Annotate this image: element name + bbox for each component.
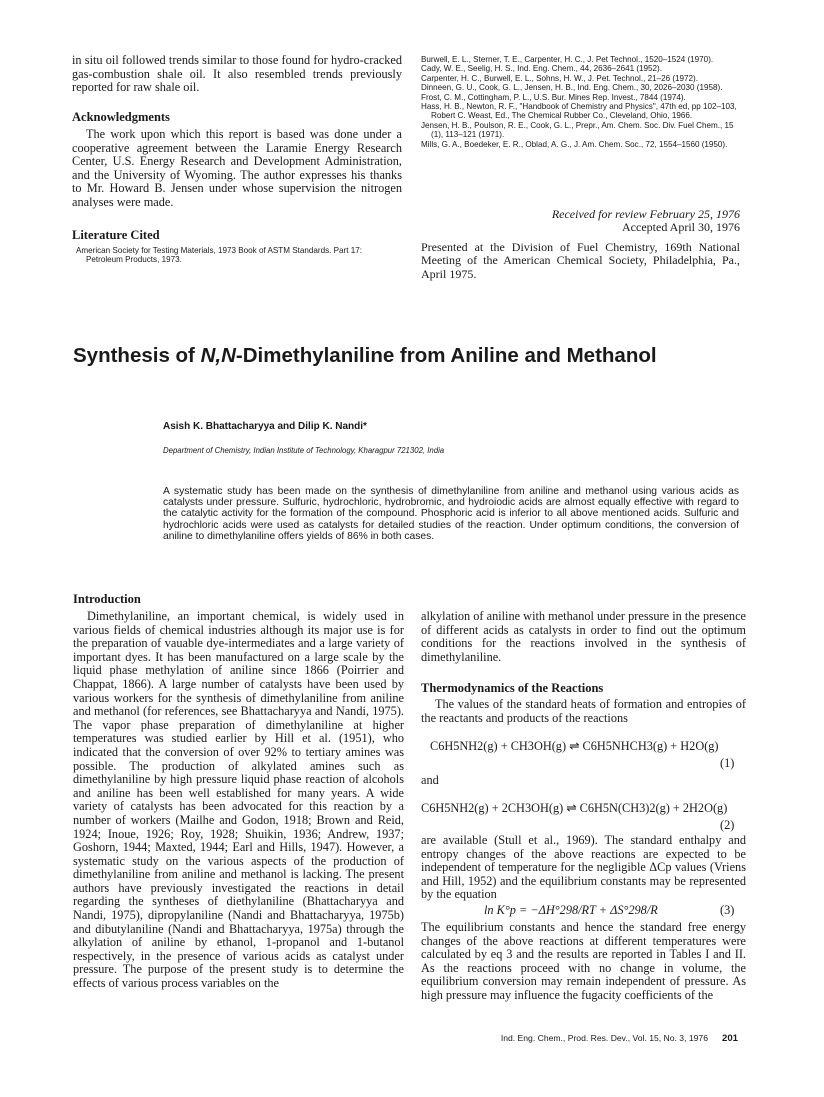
references-left xyxy=(76,246,401,265)
equation-1: C6H5NH2(g) + CH3OH(g) ⇌ C6H5NHCH3(g) + H2O(g) xyxy=(430,739,719,753)
title-italic-part: N,N xyxy=(200,344,236,367)
acknowledgments-paragraph: The work upon which this report is based was done under a cooperative agreement between the Laramie Energy Research Center, U.S. Energy Research and Development Administration, and the University of Wyoming. The author expresses his thanks to Mr. Howard B. Jensen under whose supervision the nitrogen analyses were made. xyxy=(72,127,402,209)
introduction-continued xyxy=(421,610,746,664)
authors: Asish K. Bhattacharyya and Dilip K. Nandi* xyxy=(163,421,367,432)
presented-note: Presented at the Division of Fuel Chemistry, 169th National Meeting of the American Chemical Society, Philadelphia, Pa., April 1975. xyxy=(421,240,740,281)
introduction-heading: Introduction xyxy=(73,592,141,606)
reference-item: Mills, G. A., Boedeker, E. R., Oblad, A. G., J. Am. Chem. Soc., 72, 1554–1560 (1950). xyxy=(421,139,728,149)
references-right xyxy=(421,55,743,149)
reference-item: Dinneen, G. U., Cook, G. L., Jensen, H. B., Ind. Eng. Chem., 30, 2026–2030 (1958). xyxy=(421,83,723,93)
thermodynamics-intro xyxy=(421,698,746,725)
closing-paragraph: in situ oil followed trends similar to those found for hydro-cracked gas-combustion shale oil. It also resembled trends previously reported for raw shale oil. xyxy=(72,53,402,95)
page-footer xyxy=(452,1033,738,1044)
acknowledgments-body xyxy=(72,128,402,210)
after-equations-paragraph: are available (Stull et al., 1969). The standard enthalpy and entropy changes of the above reactions are expected to be independent of temperature for the negligible ΔCp values (Vriens and Hill, 1952) and the equilibrium constants may be represented by the equation xyxy=(421,833,746,902)
page-number: 201 xyxy=(721,1033,738,1044)
title-part: Synthesis of xyxy=(73,344,201,367)
literature-cited-heading: Literature Cited xyxy=(72,228,160,242)
equilibrium-section xyxy=(421,921,746,1003)
equation-2-number: (2) xyxy=(720,818,735,832)
reference-item: Frost, C. M., Cottingham, P. L., U.S. Bur. Mines Rep. Invest., 7844 (1974). xyxy=(421,92,686,102)
introduction-paragraph: Dimethylaniline, an important chemical, is widely used in various fields of chemical industries although its major use is for the preparation of vauable dye-intermediates and a large variety of important dyes. It has been manufactured on a large scale by the liquid phase methylation of aniline since 1866 (Poirrier and Chappat, 1866). A large number of catalysts have been used by various workers for the synthesis of dimethylaniline from aniline and methanol (for references, see Bhattacharyya and Nandi, 1975). The vapor phase preparation of dimethylaniline at higher temperatures was studied earlier by Hill et al. (1951), who indicated that the conversion of over 92% to tertiary amines was possible. The production of alkylated amines such as dimethylaniline by high pressure liquid phase reaction of alcohols and aniline has been well established for many years. A wide variety of catalysts has been advocated for this reaction by a number of workers (Mailhe and Godon, 1918; Brown and Reid, 1924; Inoue, 1926; Roy, 1928; Shuikin, 1936; Andrew, 1937; Goshorn, 1944; Maxted, 1944; Earl and Hills, 1947). However, a systematic study on the various aspects of the production of dimethylaniline from aniline and methanol is lacking. The present authors have previously investigated the reactions in detail regarding the syntheses of diethylaniline (Bhattacharyya and Nandi, 1975), dipropylaniline (Nandi and Bhattacharyya, 1975b) and dibutylaniline (Nandi and Bhattacharyya, 1975a) through the alkylation of aniline by ethanol, 1-propanol and 1-butanol respectively, in the presence of various acids as catalyst under pressure. The purpose of the present study is to determine the effects of various process variables on the xyxy=(73,609,404,991)
accepted-date: Accepted April 30, 1976 xyxy=(622,220,740,234)
title-part: -Dimethylaniline from Aniline and Methanol xyxy=(235,344,657,367)
reference-item: Cady, W. E., Seelig, H. S., Ind. Eng. Chem., 44, 2636–2641 (1952). xyxy=(421,64,662,74)
introduction-continued-paragraph: alkylation of aniline with methanol under pressure in the presence of different acids as catalysts in order to find out the optimum conditions for the reactions involved in the synthesis of dimethylaniline. xyxy=(421,609,746,664)
equilibrium-paragraph: The equilibrium constants and hence the standard free energy changes of the above reactions at different temperatures were calculated by eq 3 and the results are reported in Tables I and II. As the reactions proceed with no change in volume, the equilibrium conversion may remain independent of pressure. As high pressure may influence the fugacity coefficients of the xyxy=(421,920,746,1002)
received-date: Received for review February 25, 1976 xyxy=(551,207,740,221)
reference-item: Hass, H. B., Newton, R. F., "Handbook of Chemistry and Physics", 47th ed, pp 102–103, Robert C. Weast, Ed., The Chemical Rubber Co., Cleveland, Ohio, 1966. xyxy=(421,102,737,121)
equation-2: C6H5NH2(g) + 2CH3OH(g) ⇌ C6H5N(CH3)2(g) + 2H2O(g) xyxy=(421,801,728,815)
reference-item: Jensen, H. B., Poulson, R. E., Cook, G. L., Prepr., Am. Chem. Soc. Div. Fuel Chem., 15 (1), 113–121 (1971). xyxy=(421,120,734,140)
thermodynamics-heading: Thermodynamics of the Reactions xyxy=(421,681,604,695)
and-text: and xyxy=(421,773,439,787)
introduction-body xyxy=(73,610,404,991)
prev-article-closing xyxy=(72,54,402,95)
affiliation: Department of Chemistry, Indian Institute of Technology, Kharagpur 721302, India xyxy=(163,446,445,455)
thermodynamics-paragraph: The values of the standard heats of formation and entropies of the reactants and products of the reactions xyxy=(421,697,746,725)
after-equations xyxy=(421,834,746,902)
journal-citation: Ind. Eng. Chem., Prod. Res. Dev., Vol. 15, No. 3, 1976 xyxy=(500,1033,708,1043)
reference-item: Burwell, E. L., Sterner, T. E., Carpenter, H. C., J. Pet Technol., 1520–1524 (1970). xyxy=(421,55,714,64)
equation-3-number: (3) xyxy=(720,903,735,917)
equation-1-number: (1) xyxy=(720,756,735,770)
equation-3: ln K°p = −ΔH°298/RT + ΔS°298/R xyxy=(484,903,658,917)
reference-item: Carpenter, H. C., Burwell, E. L., Sohns, H. W., J. Pet. Technol., 21–26 (1972). xyxy=(421,73,698,83)
article-title xyxy=(73,344,753,368)
acknowledgments-heading: Acknowledgments xyxy=(72,110,170,124)
review-dates xyxy=(421,208,740,234)
reference-item: American Society for Testing Materials, 1973 Book of ASTM Standards. Part 17: Petroleum Products, 1973. xyxy=(76,246,362,265)
abstract: A systematic study has been made on the synthesis of dimethylaniline from aniline and methanol using various acids as catalysts under pressure. Sulfuric, hydrochloric, hydrobromic, and hydroiodic acids are almost equally effective with regard to the catalytic activity for the formation of the compound. Phosphoric acid is inferior to all above mentioned acids. Sulfuric and hydrochloric acids were used as catalysts for detailed studies of the reaction. Under optimum conditions, the conversion of aniline to dimethylaniline offers yields of 86% in both cases. xyxy=(163,486,739,542)
